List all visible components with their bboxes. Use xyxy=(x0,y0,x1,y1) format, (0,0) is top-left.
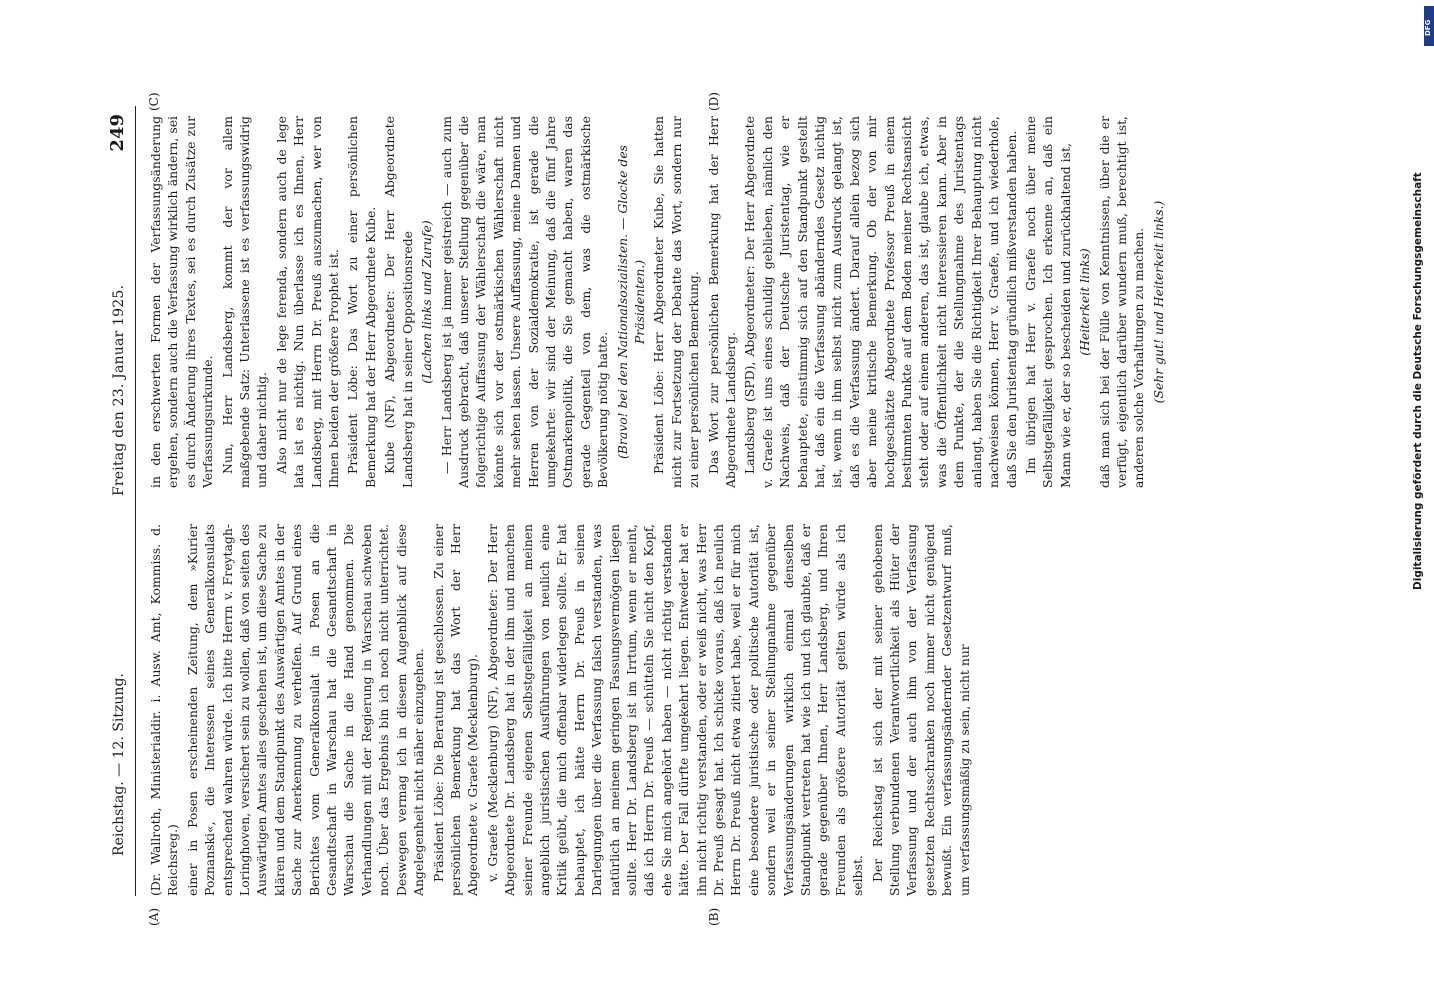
page-header xyxy=(107,106,135,896)
paragraph: Also nicht nur de lege ferenda, sondern auch de lege lata ist es nichtig. Nun überlasse ich es Ihnen, Herr Landsberg, mit Herrn Dr. Preuß auszumachen, wer von Ihnen beiden der größere Prophet ist. xyxy=(273,116,342,488)
funding-notice: Digitalisierung gefördert durch die Deutsche Forschungsgemeinschaft xyxy=(1412,172,1424,590)
header-rule xyxy=(135,106,136,896)
left-column xyxy=(147,524,975,896)
margin-mark-b: (B) xyxy=(707,907,721,926)
header-left: Reichstag. — 12. Sitzung. xyxy=(111,673,127,856)
dfg-logo-text: DFG xyxy=(1424,19,1432,36)
margin-mark-d: (D) xyxy=(707,92,721,111)
interjection: (Sehr gut! und Heiterkeit links.) xyxy=(1150,200,1166,404)
page-number: 249 xyxy=(107,114,128,152)
paragraph: v. Graefe (Mecklenburg) (NF), Abgeordneter: Der Herr Abgeordnete Dr. Landsberg hat in der ihm und manchen seiner Freunde eigenen Selbstgefälligkeit an meinen angeblich juristischen Ausführungen von neulich eine Kritik geübt, die mich offenbar widerlegen sollte. Er hat behauptet, ich hätte Herrn Dr. Preuß in seinen Darlegungen über die Verfassung falsch verstanden, was natürlich an meinem geringen Fassungsvermögen liegen sollte. Herr Dr. Landsberg ist im Irrtum, wenn er meint, daß ich Herrn Dr. Preuß — schütteln Sie nicht den Kopf, ehe Sie mich angehört haben — nicht richtig verstanden hätte. Der Fall dürfte umgekehrt liegen. Entweder hat er ihn nicht richtig verstanden, oder er weiß nicht, was Herr Dr. Preuß gesagt hat. Ich schicke voraus, daß ich neulich Herrn Dr. Preuß nicht etwa zitiert habe, weil er für mich eine besondere juristische oder politische Autorität ist, sondern weil er in seiner Stellungnahme gegenüber Verfassungsänderungen wirklich einmal denselben Standpunkt vertreten hat wie ich und ich glaubte, daß er gerade gegenüber Ihnen, Herr Landsberg, und Ihren Freunden als größere Autorität gelten würde als ich selbst. xyxy=(484,524,866,896)
paragraph: Im übrigen hat Herr v. Graefe noch über meine Selbstgefälligkeit gesprochen. Ich erkenne an, daß ein Mann wie er, der so bescheiden und zurückhaltend ist, xyxy=(1022,116,1073,488)
header-center: Freitag den 23. Januar 1925. xyxy=(111,284,127,496)
interjection: (Bravo! bei den Nationalsozialisten. — Glocke des Präsidenten.) xyxy=(614,144,647,460)
paragraph: — Herr Landsberg ist ja immer geistreich — auch zum Ausdruck gebracht, daß unserer Stellung gegenüber die folgerichtige Auffassung der Wählerschaft die wäre, man könnte sich vor der ostmärkischen Wählerschaft nicht mehr sehen lassen. Unsere Auffassung, meine Damen und Herren von der Sozialdemokratie, ist gerade die umgekehrte: wir sind der Meinung, daß die fünf Jahre Ostmarkenpolitik, die Sie gemacht haben, waren das gerade Gegenteil von dem, was die ostmärkische Bevölkerung nötig hatte. xyxy=(438,116,611,488)
speaker-line: (Dr. Wallroth, Ministerialdir. i. Ausw. Amt, Kommiss. d. Reichsreg.) xyxy=(148,524,181,896)
paragraph: Das Wort zur persönlichen Bemerkung hat der Herr Abgeordnete Landsberg. xyxy=(705,116,738,488)
margin-mark-c: (C) xyxy=(147,92,161,111)
paragraph: Präsident Löbe: Herr Abgeordneter Kube, Sie hatten nicht zur Fortsetzung der Debatte das Wort, sondern nur zu einer persönlichen Bemerkung. xyxy=(651,116,702,488)
right-column xyxy=(147,116,1169,488)
interjection: (Lachen links und Zurufe) xyxy=(419,220,435,384)
paragraph: Der Reichstag ist sich der mit seiner gehobenen Stellung verbundenen Verantwortlichkeit als Hüter der Verfassung und der auch ihm von der Verfassung gesetzten Rechtsschranken noch immer nicht genügend bewußt. Ein verfassungsändernder Gesetzentwurf muß, um verfassungsmäßig zu sein, nicht nur xyxy=(869,524,972,896)
paragraph: in den erschwerten Formen der Verfassungsänderung ergehen, sondern auch die Verfassung wirklich ändern, sei es durch Änderung ihres Textes, sei es durch Zusätze zur Verfassungsurkunde. xyxy=(148,116,216,488)
dfg-logo xyxy=(1424,6,1434,46)
paragraph: Präsident Löbe: Das Wort zu einer persönlichen Bemerkung hat der Herr Abgeordnete Kube. xyxy=(345,116,378,488)
paragraph: daß man sich bei der Fülle von Kenntnissen, über die er verfügt, eigentlich darüber wundern muß, berechtigt ist, anderen solche Vorhaltungen zu machen. xyxy=(1096,116,1147,488)
paragraph: einer in Posen erscheinenden Zeitung, dem »Kurier Poznanski«, die Interessen seines Generalkonsulats entsprechend wahren würde. Ich bitte Herrn v. Freytagh-Loringhoven, versichert sein zu wollen, daß von seiten des Auswärtigen Amtes alles geschehen ist, um diese Sache zu klären und dem Standpunkt des Auswärtigen Amtes in der Sache zur Anerkennung zu verhelfen. Auf Grund eines Berichtes vom Generalkonsulat in Posen an die Gesandtschaft in Warschau hat die Gesandtschaft in Warschau die Sache in die Hand genommen. Die Verhandlungen mit der Regierung in Warschau schweben noch. Über das Ergebnis bin ich noch nicht unterrichtet. Deswegen vermag ich in diesem Augenblick auf diese Angelegenheit nicht näher einzugehen. xyxy=(184,524,427,896)
digitization-sidebar xyxy=(1412,0,1434,1000)
paragraph: Landsberg (SPD), Abgeordneter: Der Herr Abgeordnete v. Graefe ist uns eines schuldig geblieben, nämlich den Nachweis, daß der Deutsche Juristentag, wie er behauptete, einstimmig sich auf den Standpunkt gestellt hat, daß ein die Verfassung abänderndes Gesetz nichtig ist, wenn in ihm selbst nicht zum Ausdruck gelangt ist, daß es die Verfassung ändert. Darauf allein bezog sich aber meine kritische Bemerkung. Ob der von mir hochgeschätzte Abgeordnete Professor Preuß in einem bestimmten Punkte auf dem Boden meiner Rechtsansicht steht oder auf einem anderen, das ist, glaube ich, etwas, was die Öffentlichkeit nicht interessieren kann. Aber in dem Punkte, der die Stellungnahme des Juristentags anlangt, haben Sie die Richtigkeit Ihrer Behauptung nicht nachweisen können, Herr v. Graefe, und ich wiederhole, daß Sie den Juristentag gründlich mißverstanden haben. xyxy=(742,116,1019,488)
paragraph: Kube (NF), Abgeordneter: Der Herr Abgeordnete Landsberg hat in seiner Oppositionsrede xyxy=(382,116,415,488)
interjection: (Heiterkeit links) xyxy=(1077,248,1093,356)
paragraph: Nun, Herr Landsberg, kommt der vor allem maßgebende Satz: Unterlassene ist es verfassungswidrig und daher nichtig. xyxy=(219,116,270,488)
margin-mark-a: (A) xyxy=(147,907,161,926)
rotated-document-page xyxy=(107,92,1307,926)
paragraph: Präsident Löbe: Die Beratung ist geschlossen. Zu einer persönlichen Bemerkung hat das Wort der Herr Abgeordnete v. Graefe (Mecklenburg). xyxy=(430,524,481,896)
